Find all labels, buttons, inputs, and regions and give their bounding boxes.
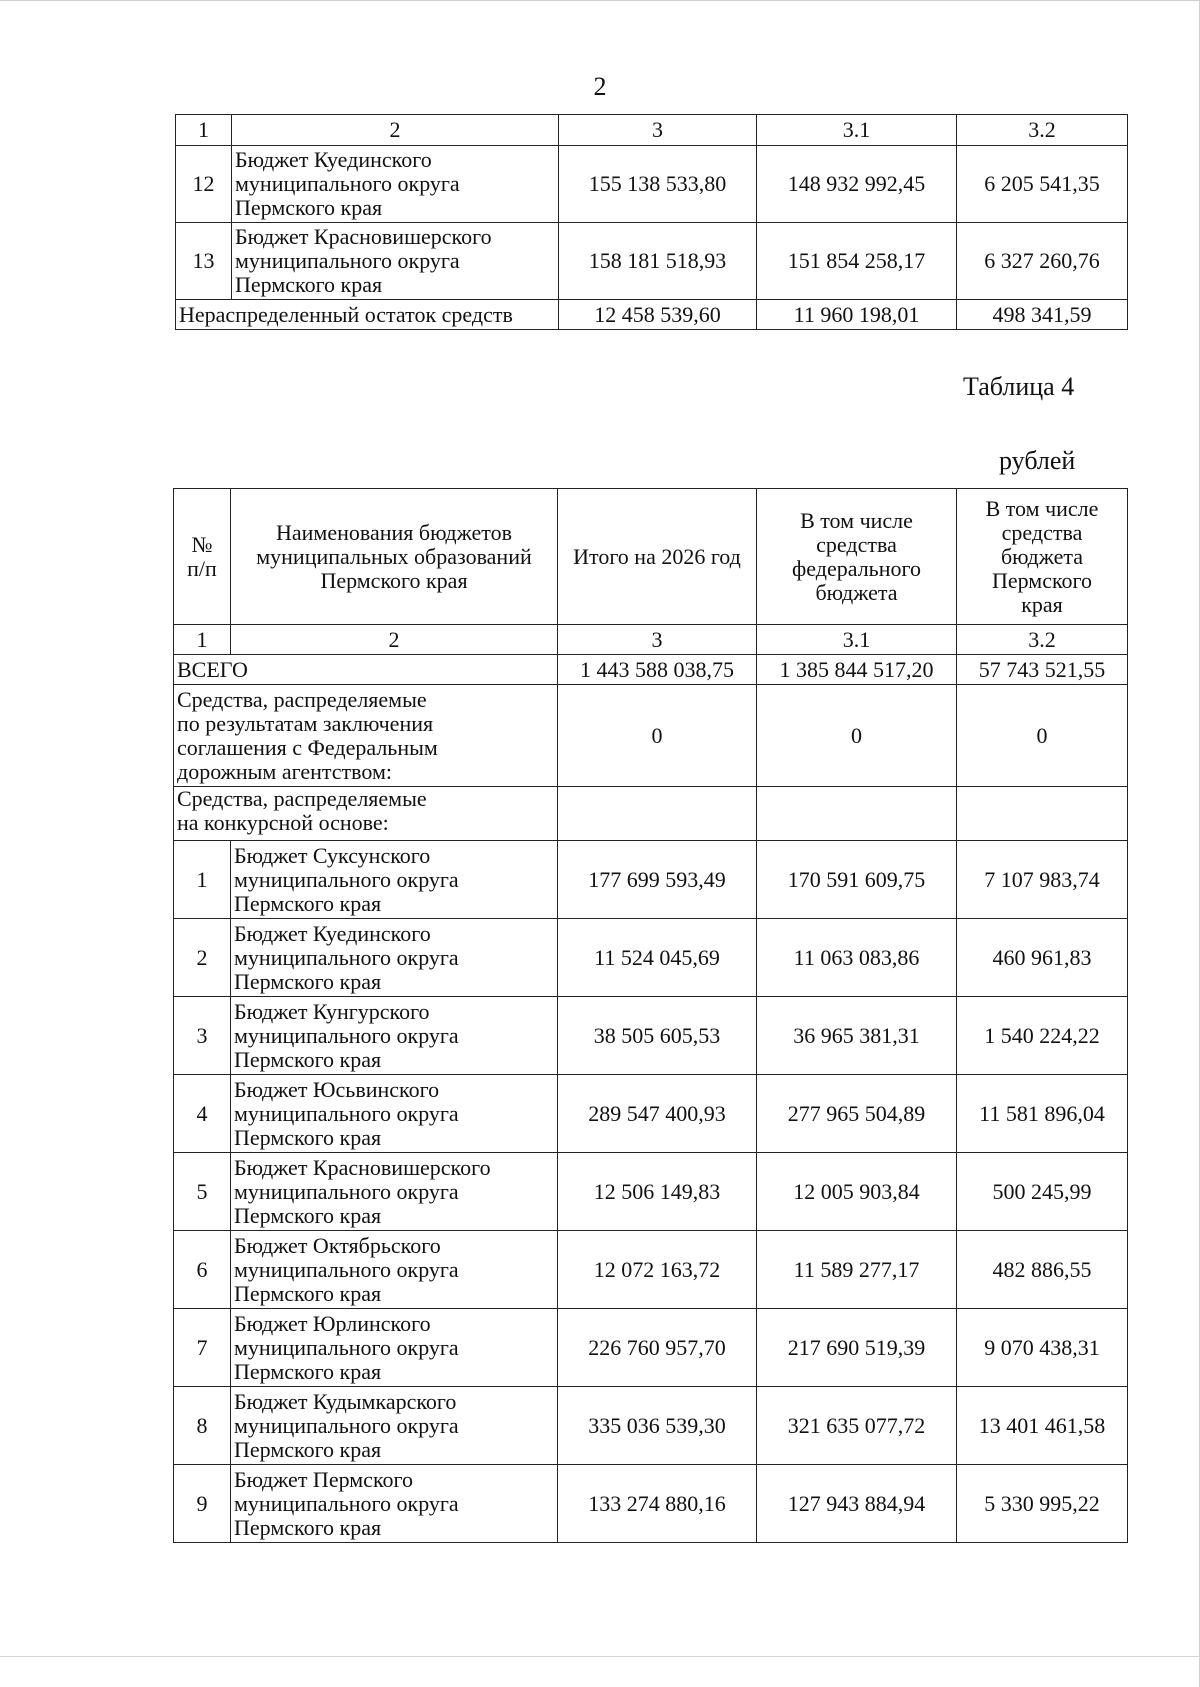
budget-name <box>231 1231 558 1309</box>
competitive-label-line: Средства, распределяемые <box>177 786 427 811</box>
index-cell-3-1: 3.1 <box>757 115 957 146</box>
table-row <box>174 841 1128 919</box>
total-amount: 335 036 539,30 <box>558 1387 757 1465</box>
federal-amount: 148 932 992,45 <box>757 146 957 223</box>
row-number: 8 <box>174 1387 231 1465</box>
remainder-row <box>176 300 1128 330</box>
table-row <box>174 1153 1128 1231</box>
remainder-regional: 498 341,59 <box>957 300 1128 330</box>
competitive-label <box>174 787 558 841</box>
budget-name-line: Бюджет Красновишерского <box>235 224 492 249</box>
total-amount: 158 181 518,93 <box>559 223 757 300</box>
agency-total: 0 <box>558 685 757 787</box>
total-amount: 155 138 533,80 <box>559 146 757 223</box>
budget-name <box>231 1309 558 1387</box>
header-line: В том числе <box>985 495 1099 521</box>
total-amount: 38 505 605,53 <box>558 997 757 1075</box>
index-cell-3-1: 3.1 <box>757 625 957 655</box>
table-row <box>174 1387 1128 1465</box>
page-number: 2 <box>593 72 607 101</box>
index-cell-1: 1 <box>174 625 231 655</box>
table-row <box>174 919 1128 997</box>
row-number: 3 <box>174 997 231 1075</box>
header-line: средства <box>1001 519 1083 545</box>
row-number: 12 <box>176 146 232 223</box>
budget-name-line: Бюджет Куединского <box>235 147 432 172</box>
competitive-federal <box>757 787 957 841</box>
unit-label: рублей <box>999 446 1076 475</box>
budget-name-line: Пермского края <box>234 890 382 916</box>
budget-name-line: Пермского края <box>235 272 383 297</box>
competitive-row <box>174 787 1128 841</box>
index-cell-1: 1 <box>176 115 232 146</box>
federal-amount: 36 965 381,31 <box>757 997 957 1075</box>
row-number: 4 <box>174 1075 231 1153</box>
agency-label <box>174 685 558 787</box>
row-number: 9 <box>174 1465 231 1543</box>
total-amount: 133 274 880,16 <box>558 1465 757 1543</box>
regional-amount: 460 961,83 <box>957 919 1128 997</box>
total-amount: 12 072 163,72 <box>558 1231 757 1309</box>
agency-row <box>174 685 1128 787</box>
header-total: Итого на 2026 год <box>558 489 757 625</box>
regional-amount: 9 070 438,31 <box>957 1309 1128 1387</box>
total-total: 1 443 588 038,75 <box>558 655 757 685</box>
budget-name-line: Бюджет Юсьвинского <box>234 1076 440 1102</box>
regional-amount: 13 401 461,58 <box>957 1387 1128 1465</box>
total-regional: 57 743 521,55 <box>957 655 1128 685</box>
agency-label-line: Средства, распределяемые <box>177 686 427 712</box>
row-number: 13 <box>176 223 232 300</box>
budget-name-line: Пермского края <box>234 1046 382 1072</box>
header-federal <box>757 489 957 625</box>
header-number-line: п/п <box>187 555 217 581</box>
budget-name-line: Бюджет Юрлинского <box>234 1310 431 1336</box>
regional-amount: 6 205 541,35 <box>957 146 1128 223</box>
federal-amount: 321 635 077,72 <box>757 1387 957 1465</box>
remainder-federal: 11 960 198,01 <box>757 300 957 330</box>
budget-name-line: Пермского края <box>234 1124 382 1150</box>
header-line: края <box>1021 591 1063 617</box>
budget-name <box>231 1153 558 1231</box>
scan-edge-bottom <box>0 1656 1200 1657</box>
row-number: 2 <box>174 919 231 997</box>
budget-name-line: муниципального округа <box>234 1178 459 1204</box>
budget-name <box>232 223 559 300</box>
regional-amount: 5 330 995,22 <box>957 1465 1128 1543</box>
federal-amount: 11 589 277,17 <box>757 1231 957 1309</box>
budget-name <box>231 997 558 1075</box>
table-row <box>176 223 1128 300</box>
index-cell-3: 3 <box>558 625 757 655</box>
table-4 <box>173 488 1128 1543</box>
competitive-label-line: на конкурсной основе: <box>177 810 389 835</box>
budget-name-line: Бюджет Красновишерского <box>234 1154 491 1180</box>
regional-amount: 6 327 260,76 <box>957 223 1128 300</box>
agency-regional: 0 <box>957 685 1128 787</box>
row-number: 7 <box>174 1309 231 1387</box>
index-row <box>176 115 1128 146</box>
remainder-total: 12 458 539,60 <box>559 300 757 330</box>
budget-name-line: Бюджет Кунгурского <box>234 998 430 1024</box>
budget-name-line: Пермского края <box>234 1514 382 1540</box>
budget-name-line: муниципального округа <box>234 1334 459 1360</box>
budget-name-line: муниципального округа <box>234 1490 459 1516</box>
regional-amount: 7 107 983,74 <box>957 841 1128 919</box>
index-row <box>174 625 1128 655</box>
header-row <box>174 489 1128 625</box>
budget-name-line: Бюджет Октябрьского <box>234 1232 441 1258</box>
federal-amount: 12 005 903,84 <box>757 1153 957 1231</box>
budget-name-line: муниципального округа <box>234 1100 459 1126</box>
header-regional <box>957 489 1128 625</box>
index-cell-3-2: 3.2 <box>957 115 1128 146</box>
budget-name <box>231 1465 558 1543</box>
budget-name-line: муниципального округа <box>235 248 460 273</box>
budget-name <box>232 146 559 223</box>
federal-amount: 217 690 519,39 <box>757 1309 957 1387</box>
header-line: Пермского края <box>320 567 468 593</box>
budget-name <box>231 919 558 997</box>
budget-name <box>231 841 558 919</box>
federal-amount: 277 965 504,89 <box>757 1075 957 1153</box>
header-line: федерального <box>792 555 921 581</box>
budget-name <box>231 1075 558 1153</box>
header-budget-name <box>231 489 558 625</box>
index-cell-3: 3 <box>559 115 757 146</box>
agency-label-line: по результатам заключения <box>177 710 434 736</box>
index-cell-2: 2 <box>232 115 559 146</box>
total-amount: 226 760 957,70 <box>558 1309 757 1387</box>
header-line: бюджета <box>815 579 898 605</box>
budget-name-line: муниципального округа <box>234 866 459 892</box>
table-row <box>174 997 1128 1075</box>
budget-name-line: Пермского края <box>234 1280 382 1306</box>
total-row <box>174 655 1128 685</box>
header-line: муниципальных образований <box>256 543 532 569</box>
row-number: 1 <box>174 841 231 919</box>
header-number-line: № <box>191 531 213 557</box>
competitive-total <box>558 787 757 841</box>
budget-name-line: Пермского края <box>234 968 382 994</box>
budget-name-line: Пермского края <box>234 1358 382 1384</box>
budget-name-line: муниципального округа <box>235 171 460 196</box>
total-amount: 12 506 149,83 <box>558 1153 757 1231</box>
federal-amount: 170 591 609,75 <box>757 841 957 919</box>
scan-edge-top <box>0 0 1200 1</box>
budget-name-line: муниципального округа <box>234 1256 459 1282</box>
table-row <box>174 1309 1128 1387</box>
budget-name-line: муниципального округа <box>234 1022 459 1048</box>
continuation-table <box>175 114 1128 330</box>
total-label: ВСЕГО <box>174 655 558 685</box>
competitive-regional <box>957 787 1128 841</box>
row-number: 5 <box>174 1153 231 1231</box>
budget-name-line: Бюджет Кудымкарского <box>234 1388 457 1414</box>
regional-amount: 1 540 224,22 <box>957 997 1128 1075</box>
total-federal: 1 385 844 517,20 <box>757 655 957 685</box>
budget-name-line: муниципального округа <box>234 944 459 970</box>
index-cell-3-2: 3.2 <box>957 625 1128 655</box>
budget-name-line: Пермского края <box>234 1202 382 1228</box>
federal-amount: 127 943 884,94 <box>757 1465 957 1543</box>
agency-federal: 0 <box>757 685 957 787</box>
row-number: 6 <box>174 1231 231 1309</box>
header-line: В том числе <box>800 507 913 533</box>
header-number <box>174 489 231 625</box>
header-line: средства <box>816 531 897 557</box>
table-row <box>174 1465 1128 1543</box>
budget-name-line: муниципального округа <box>234 1412 459 1438</box>
budget-name-line: Пермского края <box>234 1436 382 1462</box>
index-cell-2: 2 <box>231 625 558 655</box>
agency-label-line: дорожным агентством: <box>177 758 392 784</box>
regional-amount: 11 581 896,04 <box>957 1075 1128 1153</box>
header-line: Пермского <box>991 567 1093 593</box>
budget-name <box>231 1387 558 1465</box>
budget-name-line: Бюджет Пермского <box>234 1466 413 1492</box>
total-amount: 177 699 593,49 <box>558 841 757 919</box>
table-caption: Таблица 4 <box>963 372 1075 401</box>
budget-name-line: Пермского края <box>235 195 383 220</box>
budget-name-line: Бюджет Суксунского <box>234 842 431 868</box>
table-row <box>176 146 1128 223</box>
table-row <box>174 1231 1128 1309</box>
budget-name-line: Бюджет Куединского <box>234 920 431 946</box>
agency-label-line: соглашения с Федеральным <box>177 734 438 760</box>
table-row <box>174 1075 1128 1153</box>
header-line: бюджета <box>1000 543 1084 569</box>
total-amount: 289 547 400,93 <box>558 1075 757 1153</box>
header-line: Наименования бюджетов <box>275 519 512 545</box>
regional-amount: 482 886,55 <box>957 1231 1128 1309</box>
regional-amount: 500 245,99 <box>957 1153 1128 1231</box>
remainder-label: Нераспределенный остаток средств <box>176 300 559 330</box>
total-amount: 11 524 045,69 <box>558 919 757 997</box>
federal-amount: 151 854 258,17 <box>757 223 957 300</box>
federal-amount: 11 063 083,86 <box>757 919 957 997</box>
